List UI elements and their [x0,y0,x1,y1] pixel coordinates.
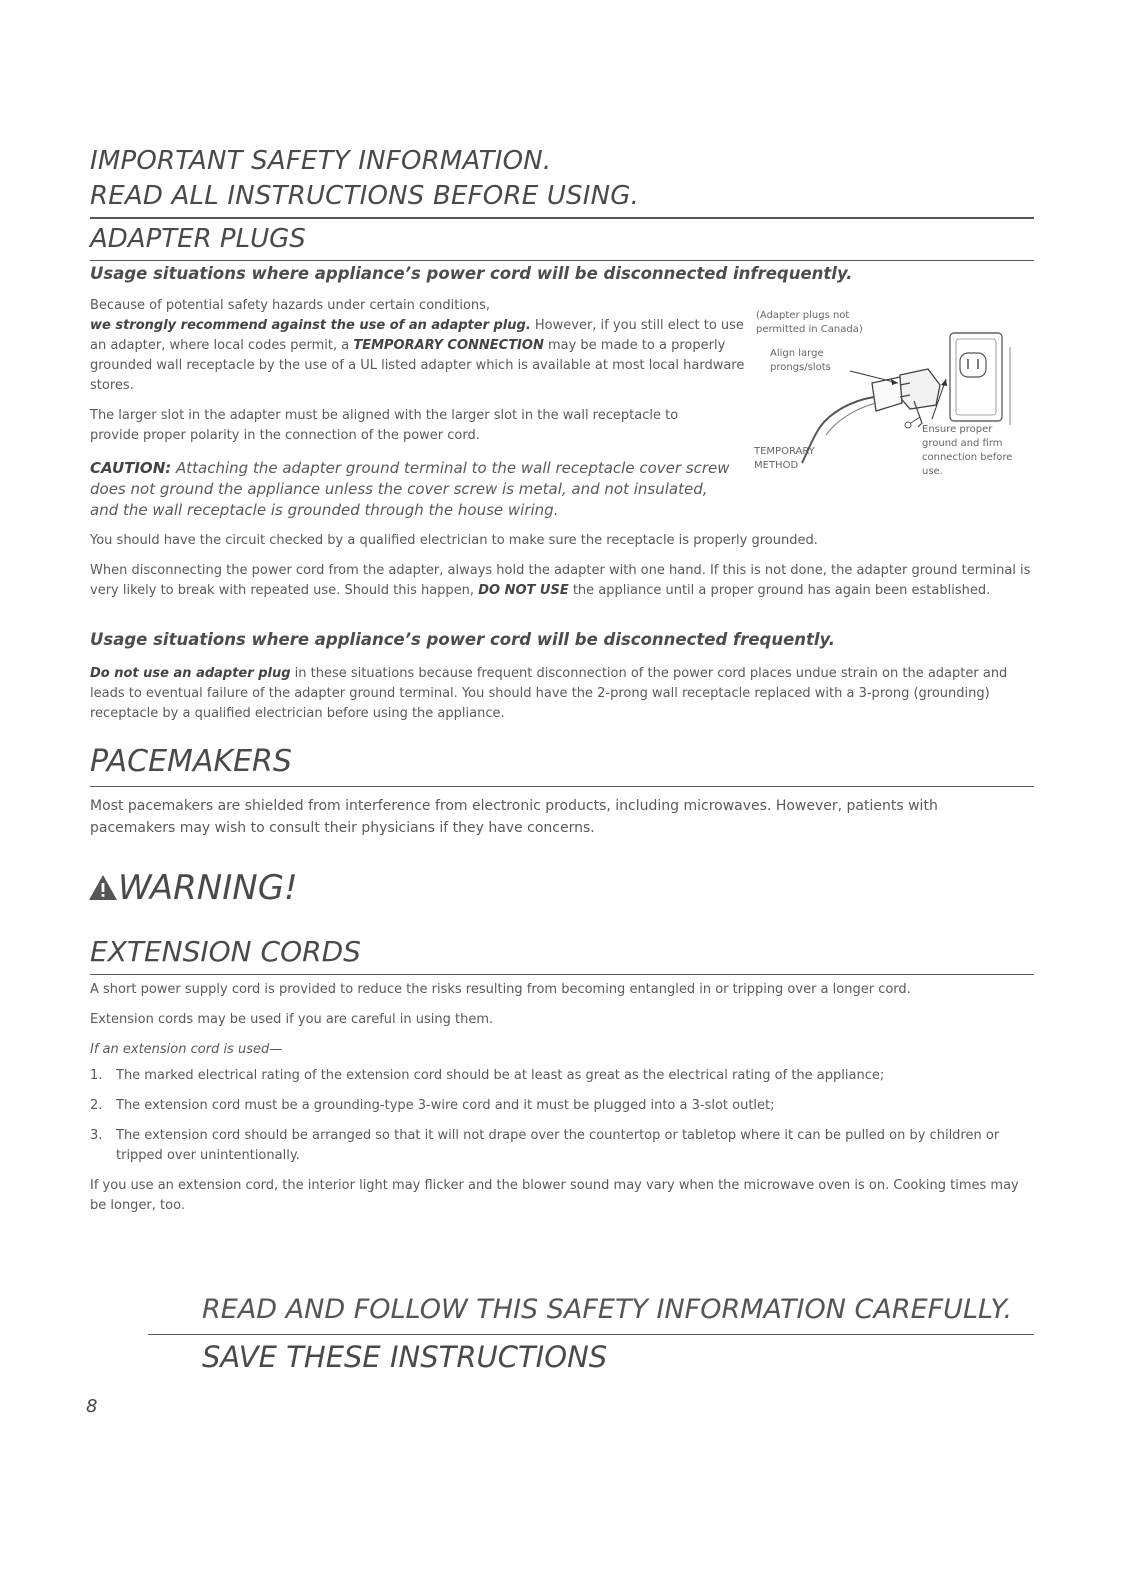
figure-align-line2: prongs/slots [770,362,831,373]
list-item [90,1066,1030,1086]
p1-text-b: However, if you still elect to use an adapter, where local codes permit, a [90,318,744,353]
warning-block [88,868,298,908]
pacemakers-heading: PACEMAKERS [90,744,292,779]
adapter-rule [90,260,1034,261]
p5-text: in these situations because frequent disconnection of the power cord places undue strain on the adapter and leads to eventual failure of the adapter ground terminal. You should have the 2-prong wall receptacle replaced with a 3-prong (grounding) receptacle by a qualified electrician before using the appliance. [90,666,1008,721]
do-not-use-term: DO NOT USE [478,583,569,598]
p4-text-b: the appliance until a proper ground has again been established. [568,583,991,598]
figure-ensure-line1: Ensure proper [922,424,993,435]
adapter-plug-illustration [750,305,1040,505]
infrequent-subheading: Usage situations where appliance’s power cord will be disconnected infrequently. [90,264,853,283]
extension-rule [90,974,1034,975]
figure-note-line1: (Adapter plugs not [756,310,850,321]
p5-bold: Do not use an adapter plug [90,666,291,681]
adapter-plugs-heading: ADAPTER PLUGS [90,224,306,254]
extension-cords-heading: EXTENSION CORDS [90,935,361,968]
caution-label: CAUTION: [90,459,172,477]
p1-text-c: may be made to a properly grounded wall receptacle by the use of a UL listed adapter which is available at most local hardware stores. [90,338,745,393]
temporary-connection-term: TEMPORARY CONNECTION [353,338,544,353]
title-rule [90,217,1034,219]
figure-temp-line2: METHOD [754,460,799,471]
footer-line1: READ AND FOLLOW THIS SAFETY INFORMATION CAREFULLY. [202,1294,1013,1325]
footer-line2: SAVE THESE INSTRUCTIONS [202,1340,608,1374]
extension-paragraph-3: If an extension cord is used— [90,1042,283,1057]
adapter-paragraph-3: You should have the circuit checked by a qualified electrician to make sure the receptacle is properly grounded. [90,533,818,548]
caution-paragraph [90,458,740,521]
page-title-line1: IMPORTANT SAFETY INFORMATION. [90,146,552,176]
list-number: 2. [90,1098,103,1113]
pacemakers-text: Most pacemakers are shielded from interference from electronic products, including microwaves. However, patients with pacemakers may wish to consult their physicians if they have concerns. [90,798,938,836]
caution-text: Attaching the adapter ground terminal to the wall receptacle cover screw does not ground the appliance unless the cover screw is metal, and not insulated, and the wall receptacle is grounded through the house wiring. [90,459,730,519]
figure-temp-line1: TEMPORARY [754,446,815,457]
page-number: 8 [86,1396,98,1417]
extension-paragraph-1: A short power supply cord is provided to reduce the risks resulting from becoming entangled in or tripping over a longer cord. [90,982,911,997]
p4-text-a: When disconnecting the power cord from the adapter, always hold the adapter with one hand. If this is not done, the adapter ground terminal is very likely to break with repeated use. Should this happen, [90,563,1031,598]
list-text: The extension cord must be a grounding-type 3-wire cord and it must be plugged into a 3-slot outlet; [116,1098,775,1113]
warning-triangle-icon [88,873,118,901]
figure-ensure-line2: ground and firm [922,438,1003,449]
figure-ensure-line3: connection before [922,452,1013,463]
list-text: The extension cord should be arranged so that it will not drape over the countertop or tabletop where it can be pulled on by children or tripped over unintentionally. [116,1128,1000,1163]
list-number: 1. [90,1068,103,1083]
p1-text-a: Because of potential safety hazards under certain conditions, [90,298,491,313]
p1-bold: we strongly recommend against the use of an adapter plug. [90,318,531,333]
adapter-paragraph-5 [90,664,1030,724]
list-item [90,1126,1030,1166]
list-text: The marked electrical rating of the extension cord should be at least as great as the electrical rating of the appliance; [116,1068,885,1083]
adapter-paragraph-4 [90,561,1034,601]
figure-note-line2: permitted in Canada) [756,324,863,335]
list-item [90,1096,1030,1116]
adapter-paragraph-1 [90,296,746,396]
figure-align-line1: Align large [770,348,824,359]
pacemakers-rule [90,786,1034,787]
frequent-subheading: Usage situations where appliance’s power cord will be disconnected frequently. [90,630,836,649]
warning-heading: WARNING! [118,868,298,908]
extension-paragraph-4: If you use an extension cord, the interior light may flicker and the blower sound may vary when the microwave oven is on. Cooking times may be longer, too. [90,1178,1019,1213]
page-title-line2: READ ALL INSTRUCTIONS BEFORE USING. [90,181,640,211]
figure-ensure-line4: use. [922,466,943,477]
footer-rule [148,1334,1034,1335]
extension-paragraph-2: Extension cords may be used if you are careful in using them. [90,1012,494,1027]
adapter-figure [750,305,1040,505]
adapter-paragraph-2: The larger slot in the adapter must be aligned with the larger slot in the wall receptacle to provide proper polarity in the connection of the power cord. [90,408,679,443]
list-number: 3. [90,1128,103,1143]
